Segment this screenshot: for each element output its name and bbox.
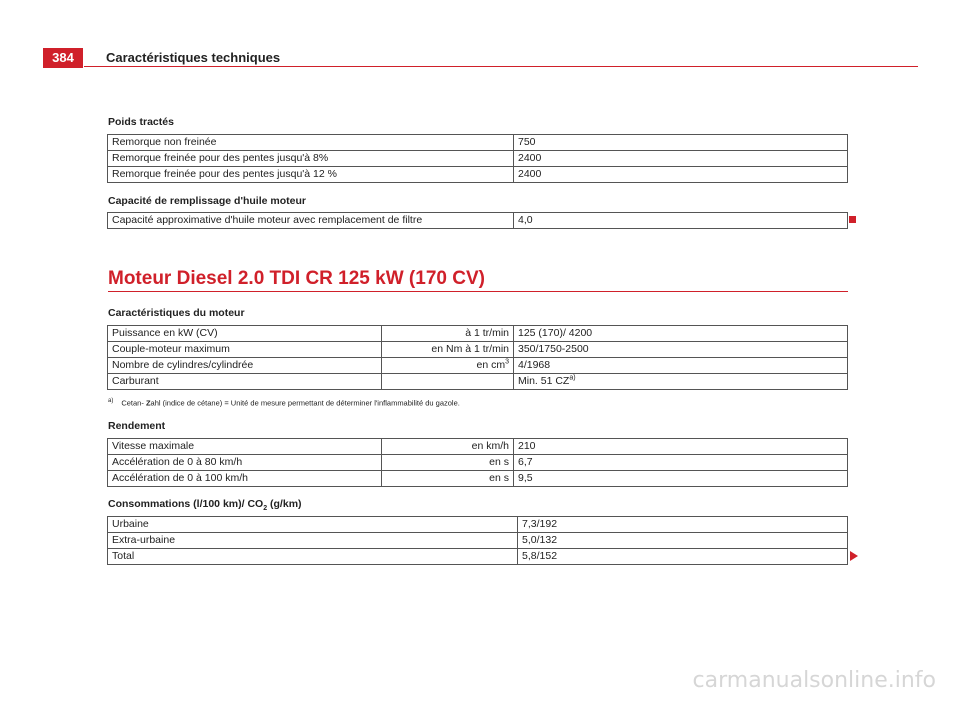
footnote [108, 398, 460, 408]
table-row [108, 455, 848, 471]
table-row [108, 549, 848, 565]
table-row [108, 471, 848, 487]
watermark: carmanualsonline.info [692, 668, 936, 693]
table-row [108, 374, 848, 390]
table-row [108, 358, 848, 374]
consumption-label-start: Consommations (l/100 km)/ CO [108, 498, 264, 510]
consumption-label-end: (g/km) [267, 498, 302, 510]
row-unit: à 1 tr/min [382, 326, 514, 342]
row-label: Capacité approximative d'huile moteur avec remplacement de filtre [108, 213, 514, 229]
consumption-label [108, 498, 302, 513]
row-label: Remorque freinée pour des pentes jusqu'à 8% [108, 151, 514, 167]
row-label: Remorque non freinée [108, 135, 514, 151]
consumption-label-subscript: 2 [263, 505, 268, 513]
row-label: Couple-moteur maximum [108, 342, 382, 358]
row-value: 4,0 [514, 213, 848, 229]
header-rule [84, 66, 918, 67]
row-value: 6,7 [514, 455, 848, 471]
row-value: 2400 [514, 167, 848, 183]
footnote-text-start: Cetan- [121, 398, 146, 408]
table-row [108, 167, 848, 183]
engine-specs-table [107, 325, 848, 390]
row-label: Urbaine [108, 517, 518, 533]
row-unit: en Nm à 1 tr/min [382, 342, 514, 358]
row-value: 210 [514, 439, 848, 455]
performance-label: Rendement [108, 420, 166, 432]
unit-superscript: 3 [505, 358, 509, 366]
row-label: Extra-urbaine [108, 533, 518, 549]
row-label: Puissance en kW (CV) [108, 326, 382, 342]
row-label: Nombre de cylindres/cylindrée [108, 358, 382, 374]
row-label: Vitesse maximale [108, 439, 382, 455]
end-square-icon [849, 216, 856, 223]
row-label: Remorque freinée pour des pentes jusqu'à 12 % [108, 167, 514, 183]
row-label: Accélération de 0 à 80 km/h [108, 455, 382, 471]
page-number: 384 [43, 48, 83, 68]
row-unit: en s [382, 455, 514, 471]
row-value: 125 (170)/ 4200 [514, 326, 848, 342]
row-label: Accélération de 0 à 100 km/h [108, 471, 382, 487]
unit-text: en cm [476, 359, 506, 371]
footnote-text-bold: Z [145, 398, 151, 408]
header-title: Caractéristiques techniques [106, 50, 281, 65]
oil-capacity-label: Capacité de remplissage d'huile moteur [108, 195, 306, 207]
row-value: 2400 [514, 151, 848, 167]
table-row [108, 326, 848, 342]
row-value: 750 [514, 135, 848, 151]
table-row [108, 213, 848, 229]
row-value: 7,3/192 [518, 517, 848, 533]
footnote-text-end: ahl (indice de cétane) = Unité de mesure permettant de déterminer l'inflammabilité du gazole. [150, 398, 460, 408]
table-row [108, 342, 848, 358]
oil-capacity-table [107, 212, 848, 229]
towed-weights-table [107, 134, 848, 183]
table-row [108, 533, 848, 549]
continue-arrow-icon [850, 551, 858, 561]
consumption-table [107, 516, 848, 565]
row-unit: en s [382, 471, 514, 487]
performance-table [107, 438, 848, 487]
row-value [514, 374, 848, 390]
row-unit [382, 374, 514, 390]
title-rule [108, 291, 848, 292]
table-row [108, 151, 848, 167]
row-unit [382, 358, 514, 374]
engine-title: Moteur Diesel 2.0 TDI CR 125 kW (170 CV) [108, 268, 485, 289]
row-value: 5,0/132 [518, 533, 848, 549]
row-value: 4/1968 [514, 358, 848, 374]
value-text: Min. 51 CZ [518, 375, 570, 387]
towed-weights-label: Poids tractés [108, 116, 174, 128]
engine-specs-label: Caractéristiques du moteur [108, 307, 245, 319]
row-label: Carburant [108, 374, 382, 390]
row-value: 9,5 [514, 471, 848, 487]
footnote-mark: a) [108, 398, 114, 404]
table-row [108, 135, 848, 151]
row-value: 5,8/152 [518, 549, 848, 565]
table-row [108, 439, 848, 455]
row-label: Total [108, 549, 518, 565]
row-value: 350/1750-2500 [514, 342, 848, 358]
table-row [108, 517, 848, 533]
footnote-reference: a) [569, 374, 576, 382]
row-unit: en km/h [382, 439, 514, 455]
